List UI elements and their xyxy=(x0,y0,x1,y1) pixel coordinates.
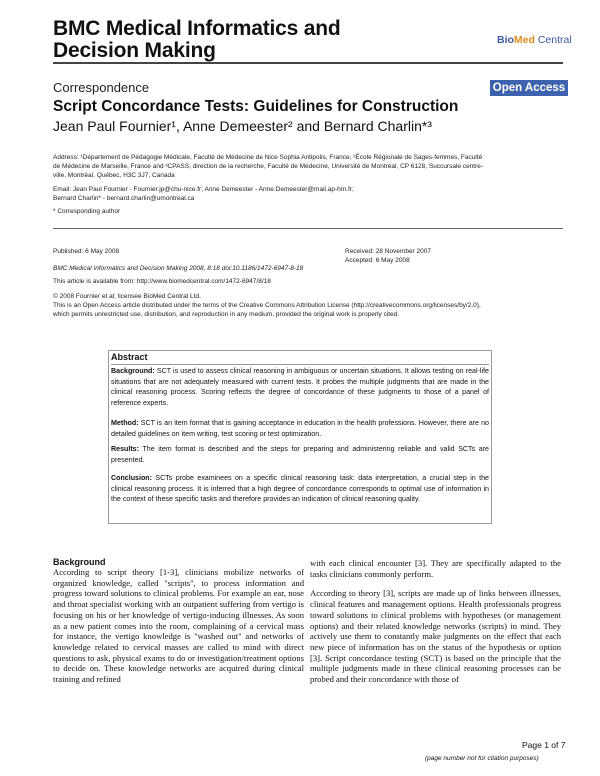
address-line: Address: ¹Département de Pédagogie Médicale, Faculté de Médecine de Nice Sophia Antipolis, France, ²École Régionale de Sages-femmes, Faculté xyxy=(53,154,483,161)
body-paragraph: According to theory [3], scripts are made up of links between illnesses, clinical features and management options. Health professionals progress toward solutions to clinical problems with hypotheses (or management options) and their related knowledge networks (scripts) in mind. They actively use them to constantly make judgments on the effect that each new piece of information has on the status of the hypothesis or option [3]. Script concordance testing (SCT) is based on the principle that the multiple judgments made in these clinical reasoning processes can be probed and their concordance with those of xyxy=(310,588,561,685)
abstract-background-text: SCT is used to assess clinical reasoning in ambiguous or uncertain situations. It allows testing on real-life situations that are not adequately measured with current tests. It probes the multiple judgments that are made in the clinical reasoning process. Scoring reflects the degree of concordance of these judgments to those of a panel of reference experts. xyxy=(111,367,489,407)
abstract-conclusion-text: SCTs probe examinees on a specific clinical reasoning task: data interpretation, a crucial step in the clinical reasoning process. It is inferred that a high degree of concordance corresponds to optimal use of information in the context of these specific tasks and therefore provides an indication of clinical reasoning quality. xyxy=(111,474,489,503)
abstract-conclusion xyxy=(111,473,489,505)
header-rule xyxy=(53,62,563,64)
body-left-column: According to script theory [1-3], clinicians mobilize networks of organized knowledge, called "scripts", to process information and progress toward solutions to clinical problems. For example an ear, nose and throat specialist working with an outpatient suffering from vertigo is focusing on his or her knowledge of vertigo-inducing illnesses. As soon as a new patient comes into the room, complaining of a cervical mass for instance, the vertigo knowledge is "washed out" and networks of knowledge related to cervical masses are called to mind with direct questions to ask, physical exams to do or investigation/treatment options to decide on. These knowledge networks are acquired during clinical training and refined xyxy=(53,567,304,685)
abstract-background-label: Background: xyxy=(111,367,155,375)
logo-med: Med xyxy=(513,34,535,46)
abstract-background xyxy=(111,366,489,408)
address-line: ville, Montréal, Québec, H3C 3J7, Canada xyxy=(53,172,175,179)
emails xyxy=(53,185,568,203)
article-title: Script Concordance Tests: Guidelines for Construction xyxy=(53,98,459,115)
email-line[interactable]: Bernard Charlin* - bernard.charlin@umontreal.ca xyxy=(53,195,195,202)
abstract-heading: Abstract xyxy=(111,352,148,362)
address-line: de Médecine de Marseille, France and ³CPASS, direction de la recherche, Faculté de Médecine, Université de Montréal, CP 6128, Succursale centre- xyxy=(53,163,484,170)
address xyxy=(53,153,568,180)
journal-title-line2: Decision Making xyxy=(53,39,216,62)
citation: BMC Medical Informatics and Decision Making 2008, 8:18 doi:10.1186/1472-6947-8-18 xyxy=(53,265,304,272)
background-heading: Background xyxy=(53,557,106,567)
copyright xyxy=(53,292,573,319)
abstract-results xyxy=(111,444,489,465)
divider xyxy=(53,228,563,229)
page-note: (page number not for citation purposes) xyxy=(425,755,539,762)
journal-title xyxy=(53,18,340,62)
open-access-badge: Open Access xyxy=(490,80,568,96)
abstract-conclusion-label: Conclusion: xyxy=(111,474,152,482)
article-url[interactable]: This article is available from: http://www.biomedcentral.com/1472-6947/8/18 xyxy=(53,278,271,285)
abstract-results-label: Results: xyxy=(111,445,139,453)
page-number: Page 1 of 7 xyxy=(522,740,566,750)
abstract-results-text: The item format is described and the steps for preparing and administering reliable and valid SCTs are presented. xyxy=(111,445,489,464)
logo-central: Central xyxy=(534,34,572,46)
abstract-method-label: Method: xyxy=(111,419,139,427)
accepted-date: Accepted: 6 May 2008 xyxy=(345,257,410,264)
copyright-line: This is an Open Access article distributed under the terms of the Creative Commons Attribution License (http://creativecommons.org/licenses/by/2.0), xyxy=(53,302,481,309)
body-paragraph: with each clinical encounter [3]. They are specifically adapted to the tasks clinicians commonly perform. xyxy=(310,558,561,579)
authors: Jean Paul Fournier¹, Anne Demeester² and Bernard Charlin*³ xyxy=(53,118,432,134)
abstract-divider xyxy=(111,364,489,365)
abstract-method xyxy=(111,418,489,439)
corresponding-author: * Corresponding author xyxy=(53,208,121,215)
received-date: Received: 28 November 2007 xyxy=(345,248,431,255)
journal-title-line1: BMC Medical Informatics and xyxy=(53,17,341,40)
copyright-line: which permits unrestricted use, distribution, and reproduction in any medium, provided the original work is properly cited. xyxy=(53,311,400,318)
logo-bio: Bio xyxy=(497,34,514,46)
copyright-line: © 2008 Fournier et al; licensee BioMed Central Ltd. xyxy=(53,293,201,300)
biomed-central-logo xyxy=(497,34,572,46)
article-type: Correspondence xyxy=(53,80,150,95)
email-line[interactable]: Email: Jean Paul Fournier - Fournier.jp@chu-nice.fr; Anne Demeester - Anne.Demeester@mail.ap-hm.fr; xyxy=(53,186,354,193)
abstract-method-text: SCT is an item format that is gaining acceptance in education in the health professions. However, there are no detailed guidelines on item writing, test scoring or test optimization. xyxy=(111,419,489,438)
body-right-column xyxy=(310,558,561,685)
published-date: Published: 6 May 2008 xyxy=(53,248,120,255)
